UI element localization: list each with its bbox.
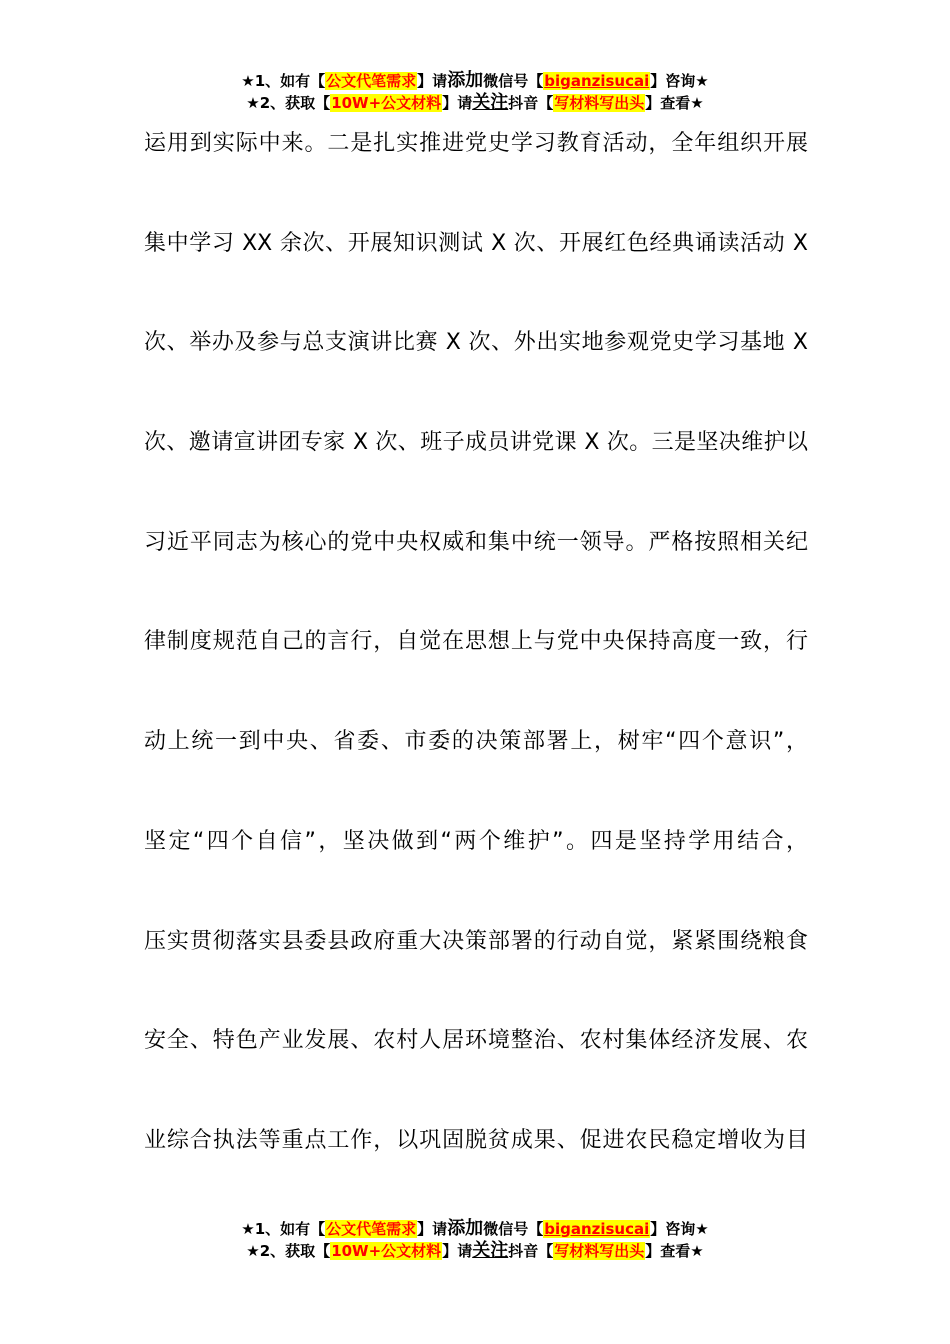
banner-text: 】请 (417, 72, 448, 90)
highlight-materials: 10W+公文材料 (331, 94, 442, 112)
banner-text: 】咨询★ (650, 72, 709, 90)
banner-text: 微信号【 (483, 72, 544, 90)
highlight-materials: 10W+公文材料 (331, 1242, 442, 1260)
paragraph-line: 习近平同志为核心的党中央权威和集中统一领导。严格按照相关纪 (144, 529, 808, 555)
paragraph-line: 业综合执法等重点工作，以巩固脱贫成果、促进农民稳定增收为目 (144, 1127, 808, 1153)
banner-emphasis: 关注 (472, 92, 509, 113)
banner-text: ★2、获取【 (246, 94, 331, 112)
banner-text: 】请 (442, 94, 473, 112)
paragraph-line: 坚定“四个自信”，坚决做到“两个维护”。四是坚持学用结合， (144, 828, 808, 854)
paragraph-line: 安全、特色产业发展、农村人居环境整治、农村集体经济发展、农 (144, 1028, 808, 1054)
banner-text: 】咨询★ (650, 1220, 709, 1238)
paragraph-line: 运用到实际中来。二是扎实推进党史学习教育活动，全年组织开展 (144, 131, 808, 156)
highlight-service: 公文代笔需求 (326, 72, 417, 90)
banner-emphasis: 添加 (447, 70, 484, 91)
banner-text: 抖音【 (508, 94, 554, 112)
banner-line-1 (0, 1218, 950, 1240)
banner-emphasis: 关注 (472, 1240, 509, 1261)
banner-text: ★2、获取【 (246, 1242, 331, 1260)
document-body (144, 118, 808, 1215)
header-banner (0, 70, 950, 114)
banner-text: 】查看★ (645, 94, 704, 112)
banner-text: 】查看★ (645, 1242, 704, 1260)
banner-line-1 (0, 70, 950, 92)
banner-text: 抖音【 (508, 1242, 554, 1260)
highlight-douyin: 写材料写出头 (554, 94, 645, 112)
highlight-service: 公文代笔需求 (326, 1220, 417, 1238)
highlight-wechat-id: biganzisucai (544, 72, 650, 90)
paragraph-line: 次、举办及参与总支演讲比赛 X 次、外出实地参观党史学习基地 X (144, 330, 808, 356)
banner-emphasis: 添加 (447, 1218, 484, 1239)
highlight-wechat-id: biganzisucai (544, 1220, 650, 1238)
footer-banner (0, 1218, 950, 1262)
paragraph-line: 压实贯彻落实县委县政府重大决策部署的行动自觉，紧紧围绕粮食 (144, 928, 808, 954)
banner-text: ★1、如有【 (241, 1220, 326, 1238)
highlight-douyin: 写材料写出头 (554, 1242, 645, 1260)
banner-text: ★1、如有【 (241, 72, 326, 90)
paragraph-line: 集中学习 XX 余次、开展知识测试 X 次、开展红色经典诵读活动 X (144, 230, 808, 256)
paragraph-line: 动上统一到中央、省委、市委的决策部署上，树牢“四个意识”， (144, 729, 808, 755)
banner-line-2 (0, 92, 950, 114)
banner-text: 】请 (442, 1242, 473, 1260)
banner-text: 】请 (417, 1220, 448, 1238)
banner-line-2 (0, 1240, 950, 1262)
paragraph-line: 次、邀请宣讲团专家 X 次、班子成员讲党课 X 次。三是坚决维护以 (144, 430, 808, 456)
banner-text: 微信号【 (483, 1220, 544, 1238)
paragraph-line: 律制度规范自己的言行，自觉在思想上与党中央保持高度一致，行 (144, 629, 808, 655)
